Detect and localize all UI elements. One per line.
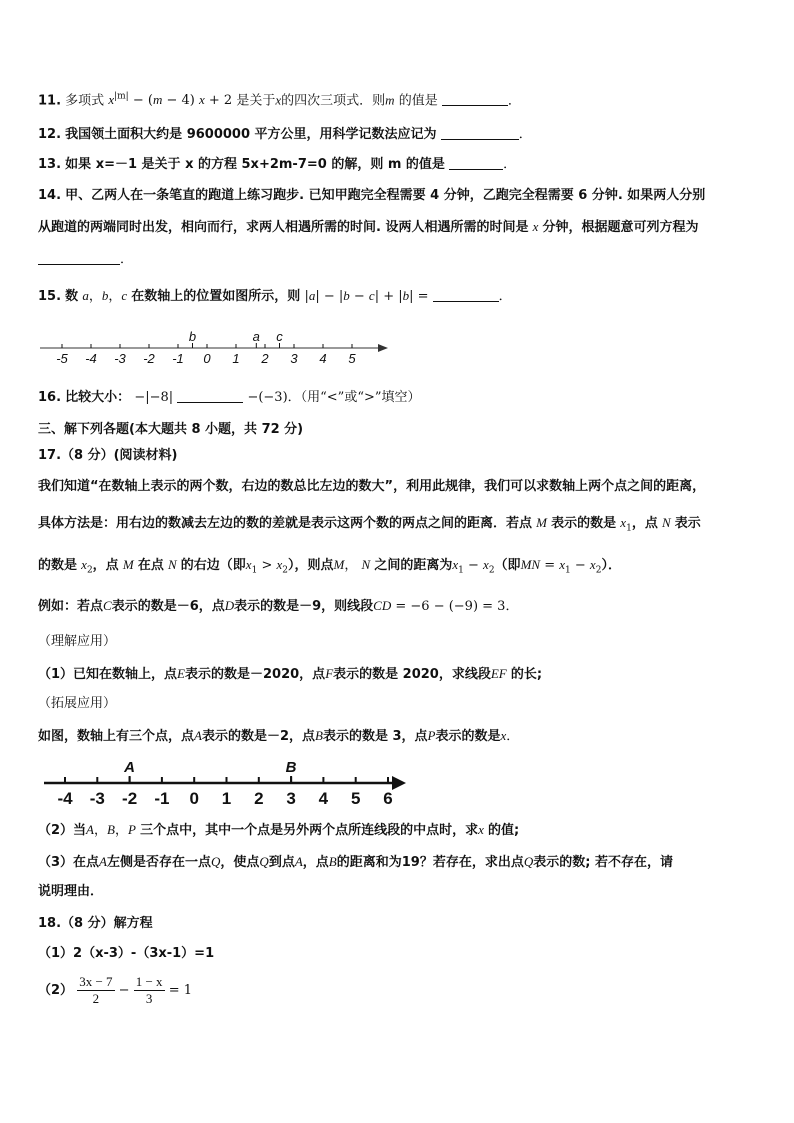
- tick-label: -2: [143, 351, 155, 366]
- question-15: 15. 数 a，b，c 在数轴上的位置如图所示，则 |a| − |b − c| + |b| = ．: [38, 288, 512, 304]
- numerator: 3x − 7: [79, 974, 113, 989]
- question-14: [38, 186, 705, 206]
- tick-label: -3: [89, 789, 105, 808]
- q17-text: 表示的数是: [551, 516, 617, 531]
- tick-label: 3: [286, 789, 296, 808]
- tick-label: 0: [189, 789, 199, 808]
- axis-ticks: [56, 344, 356, 366]
- question-14-blank: [38, 250, 133, 270]
- q16-text: ．（用“<”或“>”填空）: [287, 390, 421, 405]
- q17-text: 的右边（即: [180, 558, 246, 573]
- question-number: 16.: [38, 390, 62, 405]
- question-16: [38, 388, 421, 408]
- q15-text: 在数轴上的位置如图所示，则: [131, 289, 301, 304]
- tick-label: -5: [56, 351, 68, 366]
- q17-para-2: 具体方法是：用右边的数减去左边的数的差就是表示这两个数的两点之间的距离．若点 M 表示的数是 $x_1$，点 N 表示: [38, 515, 701, 534]
- axis-ticks: [57, 777, 392, 808]
- q17-text: （1）已知在数轴上，点: [38, 667, 178, 682]
- q17-text: 具体方法是：用右边的数减去左边的数的差就是表示这两个数的两点之间的距离．若点: [38, 516, 533, 531]
- compare-right: −(−3): [247, 390, 288, 405]
- q17-text: 三个点中，其中一个点是另外两个点所连线段的中点时，求: [140, 823, 479, 838]
- q17-sub-3-cont: [38, 882, 103, 902]
- q18-sub-1: （1）2（x-3）-（3x-1）=1: [38, 946, 215, 961]
- q17-sub-3: （3）在点A左侧是否存在一点Q，使点Q到点A，点B的距离和为19？若存在，求出点Q表示的数; 若不存在，请: [38, 854, 673, 870]
- q17-example: 例如：若点C表示的数是－6，点D表示的数是－9，则线段CD = −6 − (−9) = 3．: [38, 598, 519, 614]
- q17-text: 例如：若点: [38, 599, 104, 614]
- q17-text: 说明理由．: [38, 884, 104, 899]
- q17-text: 如图，数轴上有三个点，点: [38, 729, 195, 744]
- question-number: 14.: [38, 188, 62, 203]
- q17-text: ，点: [631, 516, 658, 531]
- q17-text: （3）在点: [38, 855, 100, 870]
- tick-label: 6: [383, 789, 393, 808]
- q17-text: （2）当: [38, 823, 87, 838]
- answer-blank[interactable]: [442, 91, 508, 106]
- q17-text: （即: [494, 558, 521, 573]
- minus-sign: −: [118, 983, 130, 998]
- q17-text: 表示的数是－9，则线段: [234, 599, 374, 614]
- point-label-B: B: [285, 759, 297, 776]
- question-17-head: 17.（8 分）(阅读材料): [38, 448, 178, 463]
- apply-heading: [38, 632, 116, 652]
- numerator: 1 − x: [135, 974, 163, 989]
- q12-text: 我国领土面积大约是 9600000 平方公里，用科学记数法应记为: [65, 127, 437, 142]
- answer-blank[interactable]: [38, 250, 120, 265]
- answer-blank[interactable]: [177, 388, 243, 403]
- q17-text: （理解应用）: [38, 634, 117, 649]
- extend-heading: [38, 694, 116, 714]
- q15-text: ，: [88, 289, 102, 304]
- q17-text: 表示的数是: [435, 729, 501, 744]
- tick-label: -3: [114, 351, 126, 366]
- tick-label: 4: [318, 789, 329, 808]
- q17-text: 在点: [137, 558, 164, 573]
- q17-text: 表示的数是－6，点: [111, 599, 225, 614]
- q11-text: 的四次三项式．则: [281, 93, 386, 109]
- tick-label: 3: [290, 351, 298, 366]
- q17-sub-1: （1）已知在数轴上，点E表示的数是－2020，点F表示的数是 2020，求线段EF 的长;: [38, 666, 543, 682]
- q11-text: ．: [507, 93, 521, 109]
- q17-text: ，点: [92, 558, 119, 573]
- q15-text: 数: [65, 289, 79, 304]
- q17-text: 表示的数是－2，点: [201, 729, 316, 744]
- q17-text: ，: [114, 823, 128, 838]
- fraction-2: [134, 974, 165, 1007]
- q13-text: ．: [503, 157, 517, 172]
- tick-label: -1: [154, 789, 170, 808]
- tick-label: -2: [122, 789, 138, 808]
- q17-text: 之间的距离为: [374, 558, 453, 573]
- q17-text: 表示: [674, 516, 701, 531]
- abs-expression: |a| − |b − c| + |b| =: [304, 288, 429, 304]
- q17-text: 表示的数; 若不存在，请: [533, 855, 673, 870]
- tick-label: 0: [203, 351, 211, 366]
- q17-text: ），则点: [288, 558, 334, 573]
- section-heading: 三、解下列各题(本大题共 8 小题，共 72 分): [38, 422, 304, 437]
- question-number: 13.: [38, 157, 62, 172]
- q11-text: 的值是: [398, 93, 438, 109]
- answer-blank[interactable]: [449, 155, 503, 170]
- q17-para-3: 的数是 $x_2$，点 M 在点 N 的右边（即$x_1 > x_2$），则点M， N 之间的距离为$x_1 - x_2$（即MN = $x_1 - x_2$）．: [38, 557, 621, 576]
- number-line-q17: [38, 756, 410, 808]
- denominator: 3: [145, 991, 153, 1006]
- denominator: 2: [92, 991, 100, 1006]
- q15-text: ．: [498, 289, 512, 304]
- question-number: 11.: [38, 93, 62, 109]
- tick-label: 5: [348, 351, 356, 366]
- tick-label: 1: [221, 789, 232, 808]
- q17-text: 到点: [268, 855, 295, 870]
- polynomial-expression: $x^{|m|} - (m - 4) x + 2$: [108, 92, 233, 109]
- q17-text: 表示的数是 3，点: [322, 729, 428, 744]
- answer-blank[interactable]: [433, 287, 499, 302]
- axis-arrow: [378, 344, 388, 352]
- question-12: [38, 125, 532, 145]
- tick-label: 4: [319, 351, 327, 366]
- question-number: 12.: [38, 127, 62, 142]
- q11-text: 多项式: [65, 93, 105, 109]
- point-label-A: A: [124, 759, 136, 776]
- q17-text: ，点: [302, 855, 329, 870]
- tick-label: 2: [261, 351, 269, 366]
- q17-text: 左侧是否存在一点: [107, 855, 212, 870]
- tick-label: -4: [57, 789, 73, 808]
- answer-blank[interactable]: [441, 125, 519, 140]
- q17-text: 的值;: [488, 823, 520, 838]
- q17-text: ，: [344, 558, 358, 573]
- q18-sub-2: [38, 974, 192, 1008]
- example-equation: CD = −6 − (−9) = 3: [373, 598, 506, 614]
- q11-text: 是关于: [236, 93, 276, 109]
- q17-text: ）．: [601, 558, 621, 573]
- question-18-head: 18.（8 分）解方程: [38, 916, 153, 931]
- compare-left: −|−8|: [134, 390, 174, 405]
- q17-figure-intro: 如图，数轴上有三个点，点A表示的数是－2，点B表示的数是 3，点P表示的数是x．: [38, 728, 520, 744]
- q17-text: 我们知道“在数轴上表示的两个数，右边的数总比左边的数大”，利用此规律，我们可以求数轴上两个点之间的距离，: [38, 479, 706, 494]
- question-13: [38, 155, 516, 175]
- q17-text: 表示的数是－2020，点: [185, 667, 326, 682]
- q16-text: 比较大小：: [65, 390, 131, 405]
- q17-sub-2: （2）当A，B，P 三个点中，其中一个点是另外两个点所连线段的中点时，求x 的值;: [38, 822, 520, 838]
- tick-label: 1: [232, 351, 240, 366]
- tick-label: -4: [85, 351, 97, 366]
- q15-text: ，: [108, 289, 122, 304]
- number-line-q15: [36, 326, 396, 368]
- tick-label: -1: [172, 351, 184, 366]
- point-label-a: a: [252, 329, 260, 344]
- equals-one: = 1: [168, 983, 192, 998]
- q14-text: ．: [120, 252, 134, 267]
- q12-text: ．: [518, 127, 532, 142]
- fraction-1: [77, 974, 114, 1007]
- q17-text: ，使点: [220, 855, 260, 870]
- q17-para-1: [38, 477, 705, 497]
- q17-text: 表示的数是 2020，求线段: [333, 667, 491, 682]
- q17-text: 的长;: [510, 667, 543, 682]
- q17-text: ．: [506, 729, 520, 744]
- q17-text: 的距离和为19？若存在，求出点: [336, 855, 524, 870]
- q14-text: 从跑道的两端同时出发，相向而行，求两人相遇所需的时间. 设两人相遇所需的时间是: [38, 220, 529, 235]
- q17-text: ，: [94, 823, 108, 838]
- q17-text: ．: [505, 599, 519, 614]
- q13-text: 如果 x=－1 是关于 x 的方程 5x+2m-7=0 的解，则 m 的值是: [65, 157, 445, 172]
- question-14-cont: 从跑道的两端同时出发，相向而行，求两人相遇所需的时间. 设两人相遇所需的时间是 x 分钟，根据题意可列方程为: [38, 219, 699, 235]
- q14-text: 甲、乙两人在一条笔直的跑道上练习跑步. 已知甲跑完全程需要 4 分钟，乙跑完全程需要 6 分钟. 如果两人分别: [65, 188, 706, 203]
- point-label-c: c: [276, 329, 283, 344]
- q14-text: 分钟，根据题意可列方程为: [542, 220, 699, 235]
- axis-points: [123, 759, 297, 783]
- tick-label: 5: [350, 789, 361, 808]
- q18-text: （2）: [38, 983, 74, 998]
- tick-label: 2: [254, 789, 264, 808]
- question-11: 11. 多项式 $x^{|m|} - (m - 4) x + 2$ 是关于x的四次三项式．则m 的值是 ．: [38, 92, 521, 109]
- question-number: 15.: [38, 289, 62, 304]
- axis-arrow: [392, 776, 406, 790]
- q17-text: 的数是: [38, 558, 78, 573]
- point-label-b: b: [188, 329, 197, 344]
- q17-text: （拓展应用）: [38, 696, 117, 711]
